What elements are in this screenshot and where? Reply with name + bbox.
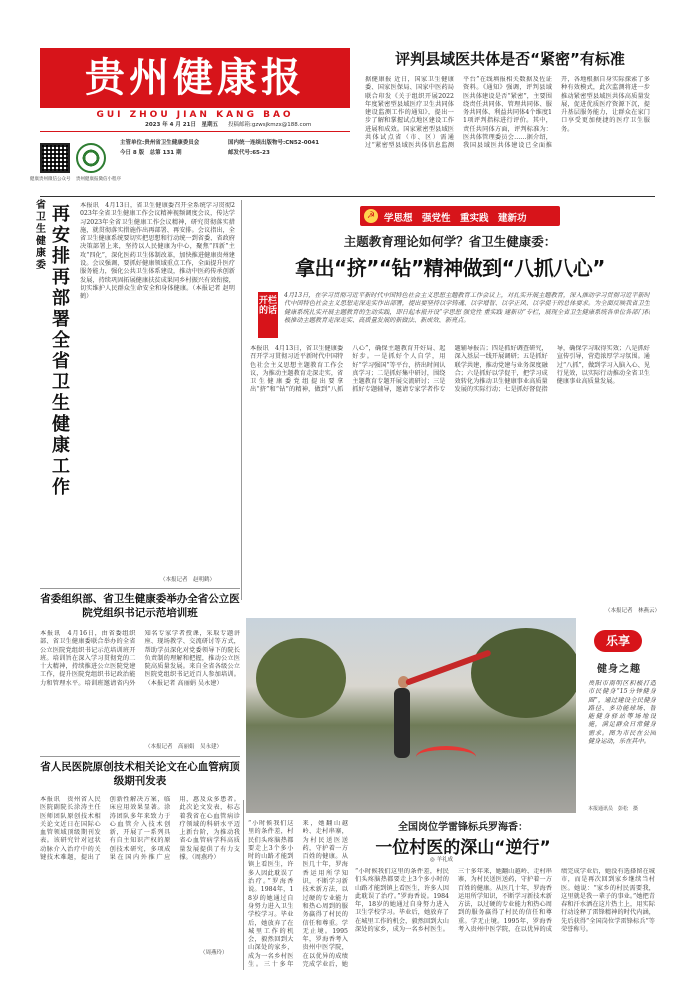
- bottom-story-kicker: 全国岗位学雷锋标兵罗海香：: [398, 822, 528, 833]
- party-emblem-icon: ☭: [364, 209, 378, 223]
- masthead-pinyin: GUI ZHOU JIAN KANG BAO: [96, 110, 294, 120]
- column-intro-tag: 开栏的话: [258, 292, 278, 338]
- leisure-caption: 贵阳市南明区积极打造市民健身“15分钟健身圈”，通过建设全民健身路径、多功能球场、智能健身驿站等场地设施，满足群众日常健身需求。图为市民在公园健身运动，乐在其中。: [588, 680, 656, 746]
- second-story-body: 本报讯 4月16日，由省委组织部、省卫生健康委联合举办的全省公立医院党组织书记示范培训班开班。培训旨在深入学习贯彻党的二十大精神，持续推进公立医院党建工作，提升医院党组织书记政治能力和管理水平。培训班邀请省内外知名专家学者授课，采取专题讲座、现场教学、交流研讨等方式，帮助学员深化对党委领导下的院长负责制的理解和把握，推动公立医院高质量发展。来自全省各级公立医院党组织书记近百人参加培训。（本报记者 高丽娟 吴永建）: [40, 630, 240, 687]
- column-divider: [243, 800, 244, 970]
- third-story-title: 省人民医院原创技术相关论文在心血管病顶级期刊发表: [40, 761, 240, 787]
- second-story-credit: （本报记者 高丽娟 吴永建）: [145, 744, 223, 750]
- third-story-body: 本报讯 贵州省人民医院副院长涂涛主任医师团队原创技术相关论文近日在国际心血管领域顶级期刊发表。该研究针对冠状动脉介入治疗中的关键技术难题，提出了创新性解决方案，临床应用效果显著。涂涛团队多年来致力于心血管介入技术创新，开展了一系列具有自主知识产权的原创技术研究，多项成果在国内外推广应用，惠及众多患者。此次论文发表，标志着我省在心血管病诊疗领域的科研水平迈上新台阶，为推动我省心血管病学科高质量发展提供了有力支撑。（周燕玲）: [40, 796, 240, 862]
- sponsor: 主管单位:贵州省卫生健康委员会: [120, 140, 200, 146]
- banner: [360, 206, 560, 226]
- issue-number: 今日 8 版 总第 131 期: [120, 150, 182, 156]
- leisure-credit: 本报通讯员 彭松 摄: [588, 806, 639, 812]
- bottom-story-author: ◎ 羊礼成: [430, 857, 454, 863]
- sidebar-body: 本报讯 4月13日，省卫生健康委召开全系统学习贯彻2023年全省卫生健康工作会议精神视频调度会议，传达学习2023年全省卫生健康工作会议精神，研究贯彻落实措施，就贯彻落实措施作出再部署、再安排。会议指出，全省卫生健康系统要切实把思想和行动统一到省委、省政府决策部署上来，坚持以人民健康为中心，聚焦“四新”主攻“四化”，深化医药卫生体制改革，加快推进健康贵州建设。会议强调，要抓好健康领域重点工作，全面提升医疗服务能力，强化公共卫生体系建设，推动中医药传承创新发展，持续巩固拓展健康扶贫成果同乡村振兴有效衔接，切实维护人民群众生命安全和身体健康。（本报记者 赵明鹤）: [80, 202, 235, 301]
- ribbon-shape: [416, 746, 476, 768]
- bottom-story-title: 一位村医的深山“逆行”: [375, 838, 551, 858]
- person-figure: [394, 688, 410, 758]
- bottom-story-lead: “小时候我们这里的条件差，村民们头疼脑热都要走上3个多小时的山路才能到镇上看医生，许多人因此耽误了治疗。”罗海香说。1984年，18岁的她通过自身努力进入卫生学校学习。毕业后，她放弃了在城里工作的机会，毅然回到大山深处的家乡，成为一名乡村医生。三十多年来，她翻山越岭、走村串寨，为村民送医送药，守护着一方百姓的健康。从医几十年，罗海香运用所学知识，不断学习新技术新方法，以过硬的专业能力和热心周到的服务赢得了村民的信任和尊重。学无止境。1995年，罗海香考入贵州中医学院，在以优异的成绩完成学业后，她: [248, 820, 348, 969]
- qr-label-miniprogram: 贵州健康报微信小程序: [76, 177, 121, 182]
- top-story-body: 据健康报 近日，国家卫生健康委、国家医保局、国家中医药局联合印发《关于组织开展2022年度紧密型县域医疗卫生共同体建设监测工作的通知》，提出一步了解和掌握试点地区建设工作进展和成效。国家紧密型县域医共体试点省（市、区）需通过“紧密型县域医共体信息监测平台”在线填报相关数据及佐证资料。《通知》强调，评判县域医共体建设是否“紧密”，主要围绕责任共同体、管理共同体、服务共同体、利益共同体4个维度11项评判指标进行评价。其中，责任共同体方面，评判标准为：医共体管理委员会……据介绍，我国县域医共体建设已全面推开，各地根据自身实际探索了多种有效模式，此次监测将进一步推动紧密型县域医共体高质量发展，促进优质医疗资源下沉，提升基层服务能力，让群众在家门口享受更加便捷的医疗卫生服务。: [365, 76, 650, 150]
- sidebar-title: 再安排再部署全省卫生健康工作: [52, 204, 70, 498]
- submission-email: 投稿邮箱:gzwsjkmzx@188.com: [228, 122, 312, 128]
- leisure-badge: 乐享: [594, 630, 642, 652]
- tree-shape: [471, 628, 576, 718]
- serial-number: 国内统一连续出版物号:CN52-0041: [228, 140, 320, 146]
- divider: [40, 756, 240, 757]
- second-story-title: 省委组织部、省卫生健康委举办全省公立医院党组织书记示范培训班: [40, 593, 240, 619]
- feature-body: 本报讯 4月13日，省卫生健康委召开学习贯彻习近平新时代中国特色社会主义思想主题教育工作会议，为推动主题教育走深走实，省卫生健康委党组提出要拿出“挤”和“钻”的精神，做到“八抓八心”，确保主题教育开好局、起好步。一是抓好个人自学，用好“学习强国”等平台，挤出时间认真学习；二是抓好集中研讨，围绕主题教育专题开展交流研讨；三是抓好专题辅导，邀请专家学者作专题辅导报告；四是抓好调查研究，深入基层一线开展调研；五是抓好联学共建，推动党建与业务深度融合；六是抓好以学促干，把学习成效转化为推动卫生健康事业高质量发展的实际行动；七是抓好督促指导，确保学习取得实效；八是抓好宣传引导，营造浓厚学习氛围。通过“八抓”，做到学习入脑入心、见行见效，以实际行动推动全省卫生健康事业高质量发展。: [250, 345, 650, 394]
- feature-credit: （本报记者 林燕云）: [605, 608, 661, 614]
- feature-intro: 4月13日，在学习贯彻习近平新时代中国特色社会主义思想主题教育工作会议上，对扎实开展主题教育，深入推动学习贯彻习近平新时代中国特色社会主义思想走深走实作出部署，提出要坚持以学铸魂、以学增智、以学正风、以学促干的总体要求。为全面反映我省卫生健康系统扎实开展主题教育的生动实践，即日起本报开设“学思想 强党性 重实践 建新功”专栏，展现全省卫生健康系统各单位各部门积极推动主题教育走深走实、高质量发展的新做法、新成效、新亮点。: [284, 292, 650, 324]
- top-story-title: 评判县域医共体是否“紧密”有标准: [395, 50, 625, 68]
- sidebar-credit: （本报记者 赵明鹤）: [160, 577, 216, 583]
- qr-label-wechat: 健康贵州微信公众号: [30, 177, 71, 182]
- feature-kicker: 主题教育理论如何学？省卫生健康委：: [343, 234, 557, 249]
- tree-shape: [256, 638, 346, 718]
- bottom-story-body: “小时候我们这里的条件差，村民们头疼脑热都要走上3个多小时的山路才能到镇上看医生，许多人因此耽误了治疗。”罗海香说。1984年，18岁的她通过自身努力进入卫生学校学习。毕业后，她放弃了在城里工作的机会，毅然回到大山深处的家乡，成为一名乡村医生。三十多年来，她翻山越岭、走村串寨，为村民送医送药，守护着一方百姓的健康。从医几十年，罗海香运用所学知识，不断学习新技术新方法，以过硬的专业能力和热心周到的服务赢得了村民的信任和尊重。学无止境。1995年，罗海香考入贵州中医学院，在以优异的成绩完成学业后，她没有选择留在城市，而是再次回到家乡继续当村医。她说：“家乡的村民需要我，这里就是我一辈子的事业。”她把青春和汗水洒在这片热土上，用实际行动诠释了雷锋精神的时代内涵，先后获得“全国岗位学雷锋标兵”等荣誉称号。: [355, 868, 655, 934]
- date-line: 2023 年 4 月 21日 星期五: [145, 122, 218, 128]
- masthead-logo: 贵州健康报: [40, 48, 350, 108]
- postal-code: 邮发代号:65-23: [228, 150, 270, 156]
- qr-code-icon[interactable]: [40, 143, 70, 173]
- masthead-rule: [40, 131, 350, 132]
- mini-program-code-icon[interactable]: [76, 143, 106, 173]
- column-divider: [241, 200, 242, 600]
- banner-slogan: 学思想 强党性 重实践 建新功: [384, 213, 527, 224]
- leisure-subtitle: 健身之趣: [597, 664, 641, 675]
- third-story-credit: （周燕玲）: [200, 950, 228, 956]
- divider: [40, 196, 655, 197]
- sidebar-kicker: 省卫生健康委: [36, 200, 46, 271]
- divider: [40, 588, 240, 589]
- fitness-photo: [246, 618, 576, 813]
- feature-title: 拿出“挤”“钻”精神做到“八抓八心”: [295, 256, 605, 280]
